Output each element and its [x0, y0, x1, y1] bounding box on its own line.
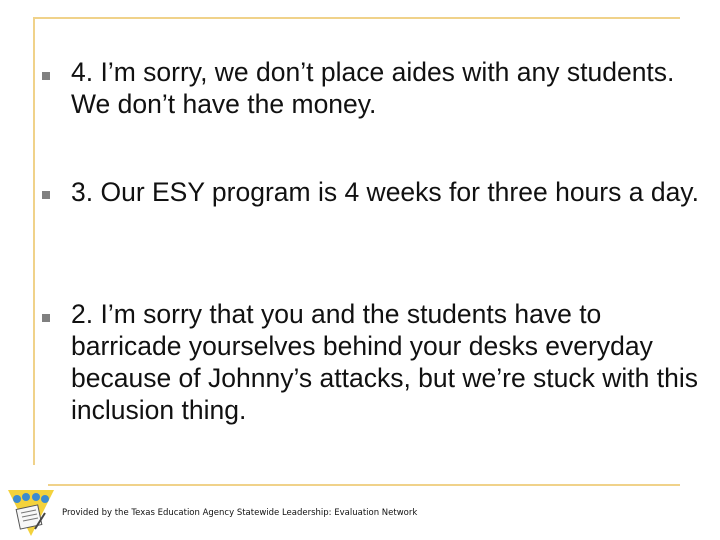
logo-figure	[41, 495, 49, 503]
logo-figure	[32, 493, 40, 501]
bullet-text: 4. I’m sorry, we don’t place aides with any students. We don’t have the money.	[71, 57, 675, 119]
logo-figure	[22, 493, 30, 501]
square-bullet-icon	[42, 191, 50, 199]
square-bullet-icon	[42, 72, 50, 80]
bullet-text: 3. Our ESY program is 4 weeks for three hours a day.	[71, 177, 699, 207]
tea-network-logo-icon	[5, 487, 57, 539]
bullet-text: 2. I’m sorry that you and the students have to barricade yourselves behind your desks everyday because of Johnny’s attacks, but we’re stuck with this inclusion thing.	[71, 299, 698, 425]
footer-credit: Provided by the Texas Education Agency Statewide Leadership: Evaluation Network	[62, 508, 418, 518]
square-bullet-icon	[42, 314, 50, 322]
logo-figure	[13, 495, 21, 503]
